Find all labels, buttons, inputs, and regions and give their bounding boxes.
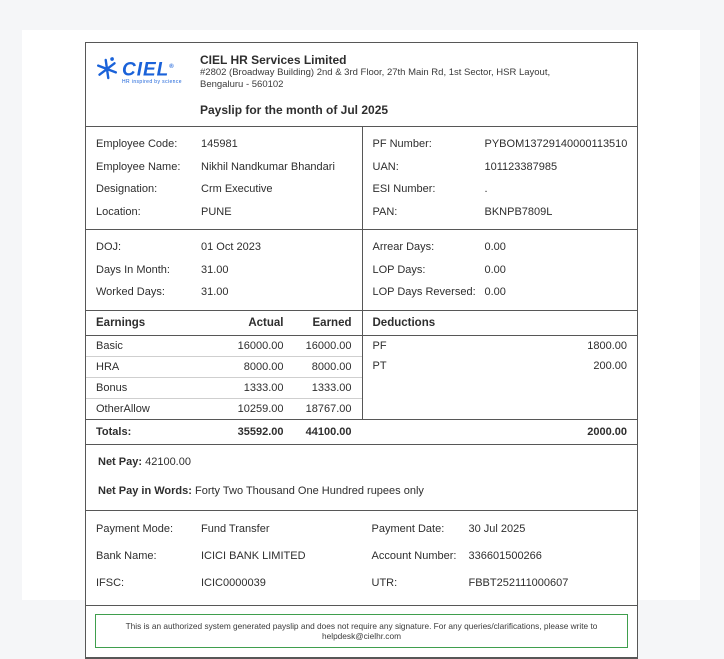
- deduction-name: PT: [372, 359, 387, 372]
- totals-actual: 35592.00: [237, 425, 284, 438]
- field-label: UTR:: [371, 576, 398, 589]
- deduction-row-pf: [363, 336, 638, 356]
- field-label: Arrear Days:: [372, 241, 435, 253]
- field-value: BKNPB7809L: [484, 205, 553, 218]
- earnings-table-body: [86, 336, 637, 419]
- attendance-left: [86, 230, 362, 310]
- field-label: Employee Code:: [96, 138, 178, 150]
- field-label: ESI Number:: [372, 183, 436, 195]
- earning-name: OtherAllow: [96, 402, 150, 415]
- totals-deductions: 2000.00: [587, 425, 627, 438]
- field-value: .: [484, 183, 488, 195]
- field-employee-name: [96, 156, 352, 179]
- earning-actual: 16000.00: [237, 339, 284, 352]
- payslip-document: [85, 42, 638, 659]
- field-pf-number: [373, 133, 628, 156]
- trademark-symbol: ®: [169, 64, 175, 70]
- document-page: [22, 30, 700, 641]
- earnings-row-hra: [86, 357, 362, 378]
- netpay-value: 42100.00: [145, 455, 191, 468]
- field-value: ICIC0000039: [201, 576, 266, 589]
- field-label: Employee Name:: [96, 160, 181, 173]
- field-account-number: [372, 543, 628, 570]
- attendance-right: [362, 230, 638, 310]
- earning-earned: 8000.00: [311, 360, 352, 373]
- field-label: Days In Month:: [96, 263, 170, 276]
- field-label: LOP Days:: [372, 263, 426, 276]
- field-label: Bank Name:: [96, 549, 157, 562]
- field-value: 31.00: [201, 286, 229, 298]
- deduction-rows: [362, 336, 638, 419]
- field-label: Location:: [96, 205, 141, 218]
- field-ifsc: [96, 570, 352, 597]
- earning-actual: 10259.00: [237, 402, 284, 415]
- company-logo: [96, 53, 192, 117]
- payment-left: [86, 511, 362, 605]
- field-value: 01 Oct 2023: [201, 241, 261, 253]
- field-uan: [373, 156, 628, 179]
- deduction-amount: 200.00: [593, 359, 627, 372]
- field-lop-days-reversed: [373, 281, 628, 304]
- earning-earned: 16000.00: [305, 339, 352, 352]
- field-pan: [373, 201, 628, 224]
- earnings-row-basic: [86, 336, 362, 357]
- payslip-title: Payslip for the month of Jul 2025: [200, 103, 389, 117]
- netpay-words-line: [98, 483, 625, 499]
- earning-name: HRA: [96, 360, 120, 373]
- employee-details-section: [86, 127, 637, 230]
- field-utr: [372, 570, 628, 597]
- company-info: [200, 53, 625, 117]
- earnings-row-bonus: [86, 378, 362, 399]
- netpay-words-label: Net Pay in Words:: [98, 484, 192, 497]
- field-esi-number: [373, 178, 628, 201]
- footer-section: [86, 606, 637, 657]
- field-payment-mode: [96, 516, 352, 543]
- col-header-deductions: Deductions: [372, 316, 436, 329]
- netpay-label: Net Pay:: [98, 455, 143, 468]
- earnings-table-header: [86, 311, 637, 336]
- deduction-name: PF: [372, 339, 387, 352]
- logo-tagline: HR inspired by science: [122, 79, 182, 85]
- totals-row: [86, 419, 637, 445]
- earnings-rows: [86, 336, 362, 419]
- field-value: 31.00: [201, 263, 229, 276]
- earning-actual: 8000.00: [243, 360, 284, 373]
- field-label: LOP Days Reversed:: [372, 286, 476, 298]
- field-value: PYBOM13729140000113510: [484, 138, 628, 150]
- field-doj: [96, 236, 352, 259]
- field-value: 145981: [201, 138, 238, 150]
- netpay-words-value: Forty Two Thousand One Hundred rupees only: [195, 484, 424, 497]
- netpay-line: [98, 454, 625, 470]
- col-header-actual: Actual: [248, 316, 284, 329]
- earning-earned: 1333.00: [311, 381, 352, 394]
- ciel-wordmark: CIEL®: [122, 59, 175, 81]
- field-value: FBBT252111000607: [468, 576, 569, 589]
- field-value: 30 Jul 2025: [468, 522, 526, 535]
- field-value: 0.00: [484, 241, 506, 253]
- col-header-earnings: Earnings: [96, 316, 146, 329]
- netpay-section: [86, 445, 637, 511]
- field-label: Designation:: [96, 183, 158, 195]
- employee-details-right: [362, 127, 638, 229]
- field-location: [96, 201, 352, 224]
- field-value: PUNE: [201, 205, 232, 218]
- field-value: ICICI BANK LIMITED: [201, 549, 306, 562]
- payslip-header: [86, 43, 637, 127]
- field-bank-name: [96, 543, 352, 570]
- field-label: Payment Date:: [371, 522, 445, 535]
- field-label: PF Number:: [372, 138, 432, 150]
- field-value: 336601500266: [468, 549, 542, 562]
- field-value: 0.00: [484, 263, 506, 276]
- field-days-in-month: [96, 259, 352, 282]
- field-label: DOJ:: [96, 241, 122, 253]
- attendance-section: [86, 230, 637, 311]
- company-address-line1: #2802 (Broadway Building) 2nd & 3rd Floor, 27th Main Rd, 1st Sector, HSR Layout,: [200, 67, 551, 78]
- field-label: UAN:: [372, 160, 399, 173]
- company-address-line2: Bengaluru - 560102: [200, 79, 284, 90]
- col-header-earned: Earned: [312, 316, 352, 329]
- totals-earned: 44100.00: [305, 425, 352, 438]
- payment-right: [362, 511, 638, 605]
- earning-actual: 1333.00: [243, 381, 284, 394]
- ciel-burst-icon: [94, 56, 119, 83]
- earning-name: Bonus: [96, 381, 128, 394]
- field-worked-days: [96, 281, 352, 304]
- earning-name: Basic: [96, 339, 123, 352]
- totals-label: Totals:: [96, 425, 132, 438]
- company-name: CIEL HR Services Limited: [200, 53, 347, 67]
- earning-earned: 18767.00: [305, 402, 352, 415]
- field-arrear-days: [373, 236, 628, 259]
- earnings-row-otherallow: [86, 399, 362, 419]
- field-value: 0.00: [484, 286, 506, 298]
- field-designation: [96, 178, 352, 201]
- field-employee-code: [96, 133, 352, 156]
- deduction-row-pt: [363, 356, 638, 376]
- field-value: Crm Executive: [201, 183, 273, 195]
- field-label: PAN:: [372, 205, 398, 218]
- field-value: Nikhil Nandkumar Bhandari: [201, 160, 335, 173]
- field-lop-days: [373, 259, 628, 282]
- field-label: IFSC:: [96, 576, 125, 589]
- system-generated-note: This is an authorized system generated payslip and does not require any signature. For any queries/clarifications, please write to helpdesk@cielhr.com: [95, 614, 628, 648]
- field-payment-date: [372, 516, 628, 543]
- field-label: Worked Days:: [96, 286, 165, 298]
- field-value: Fund Transfer: [201, 522, 270, 535]
- field-label: Payment Mode:: [96, 522, 174, 535]
- employee-details-left: [86, 127, 362, 229]
- deduction-amount: 1800.00: [587, 339, 627, 352]
- field-label: Account Number:: [371, 549, 457, 562]
- payment-section: [86, 511, 637, 606]
- field-value: 101123387985: [484, 160, 558, 173]
